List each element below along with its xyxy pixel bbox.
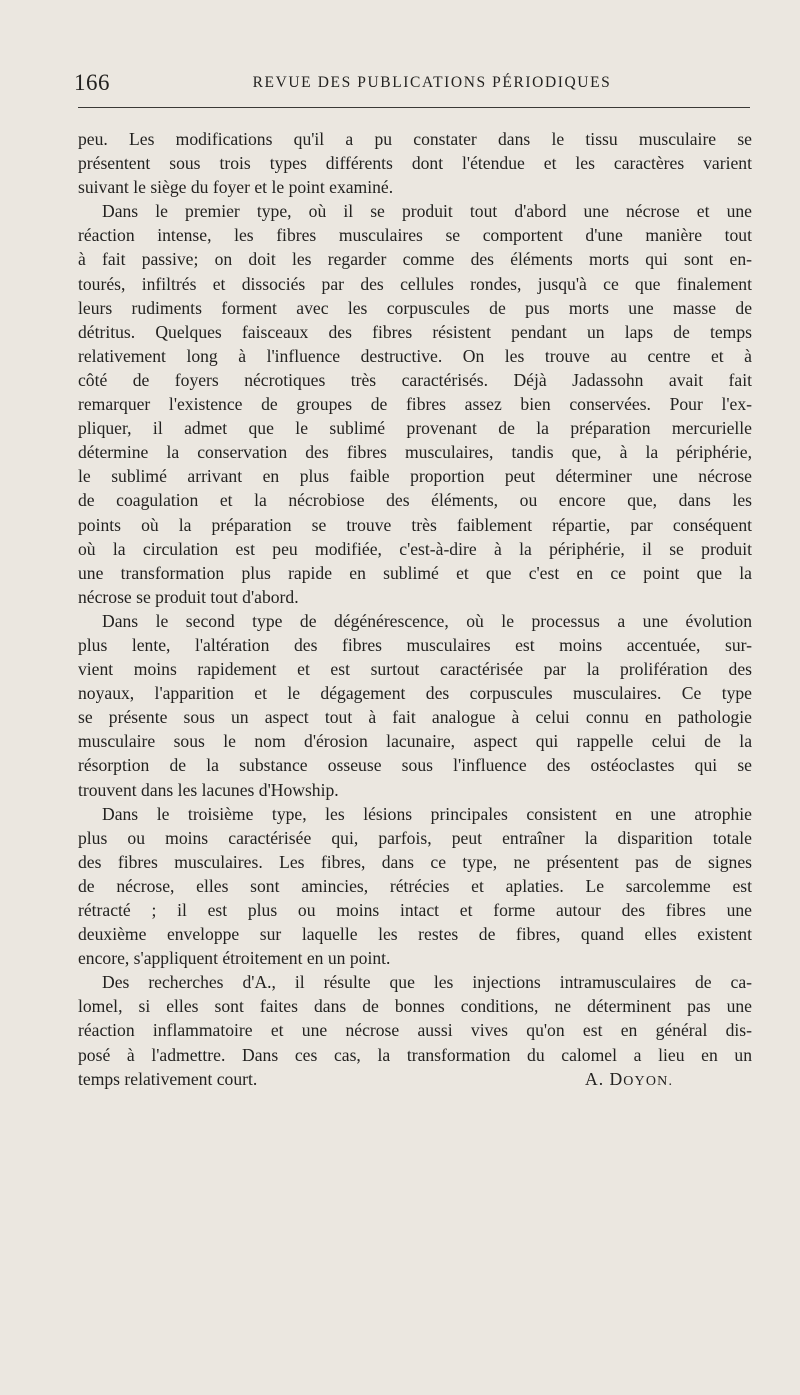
paragraph-first-line: Dans le premier type, où il se produit tout d'abord une nécrose et une	[102, 201, 752, 222]
page-number: 166	[74, 70, 110, 95]
text-line: leurs rudiments forment avec les corpuscules de pus morts une masse de	[78, 297, 752, 318]
text-line: de coagulation et la nécrobiose des éléments, ou encore que, dans les	[78, 490, 752, 511]
text-line: rétracté ; il est plus ou moins intact et forme autour des fibres une	[78, 900, 752, 920]
text-line: musculaire sous le nom d'érosion lacunaire, aspect qui rappelle celui de la	[78, 731, 752, 752]
text-line: à fait passive; on doit les regarder comme des éléments morts qui sont en-	[78, 249, 752, 270]
running-head: REVUE DES PUBLICATIONS PÉRIODIQUES	[252, 74, 612, 91]
text-line: noyaux, l'apparition et le dégagement des corpuscules musculaires. Ce type	[78, 683, 752, 704]
text-line: une transformation plus rapide en sublimé et que c'est en ce point que la	[78, 562, 752, 583]
text-line: présentent sous trois types différents dont l'étendue et les caractères varient	[78, 153, 752, 174]
page-header	[74, 66, 750, 100]
text-line: résorption de la substance osseuse sous l'influence des ostéoclastes qui se	[78, 755, 752, 776]
text-line: suivant le siège du foyer et le point examiné.	[78, 177, 394, 198]
text-line: trouvent dans les lacunes d'Howship.	[78, 779, 339, 800]
text-line: détritus. Quelques faisceaux des fibres résistent pendant un laps de temps	[78, 321, 752, 342]
text-line: tourés, infiltrés et dissociés par des cellules rondes, jusqu'à ce que finalement	[78, 273, 752, 294]
paragraph-first-line: Dans le troisième type, les lésions principales consistent en une atrophie	[102, 803, 752, 824]
text-line: réaction inflammatoire et une nécrose aussi vives qu'on est en général dis-	[78, 1020, 752, 1041]
text-line: vient moins rapidement et est surtout caractérisée par la prolifération des	[78, 659, 752, 680]
text-line: points où la préparation se trouve très faiblement répartie, par conséquent	[78, 514, 752, 535]
text-line: de nécrose, elles sont amincies, rétrécies et aplaties. Le sarcolemme est	[78, 875, 752, 896]
text-line: lomel, si elles sont faites dans de bonnes conditions, ne déterminent pas une	[78, 996, 752, 1017]
text-line: détermine la conservation des fibres musculaires, tandis que, à la périphérie,	[78, 442, 752, 463]
text-line: nécrose se produit tout d'abord.	[78, 586, 299, 607]
text-line: posé à l'admettre. Dans ces cas, la transformation du calomel a lieu en un	[78, 1044, 752, 1065]
signature-surname: OYON.	[623, 1073, 674, 1089]
text-line: plus lente, l'altération des fibres musculaires est moins accentuée, sur-	[78, 634, 752, 655]
text-line: relativement long à l'influence destructive. On les trouve au centre et à	[78, 345, 752, 366]
author-signature	[585, 1067, 673, 1094]
closing-line	[78, 1067, 752, 1091]
text-line: deuxième enveloppe sur laquelle les restes de fibres, quand elles existent	[78, 924, 752, 945]
text-line: plus ou moins caractérisée qui, parfois, peut entraîner la disparition totale	[78, 827, 752, 848]
signature-initial: A. D	[585, 1068, 624, 1089]
text-line: des fibres musculaires. Les fibres, dans ce type, ne présentent pas de signes	[78, 851, 752, 872]
closing-text: temps relativement court.	[78, 1068, 258, 1089]
text-line: réaction intense, les fibres musculaires se comportent d'une manière tout	[78, 225, 752, 246]
text-line: le sublimé arrivant en plus faible proportion peut déterminer une nécrose	[78, 466, 752, 487]
header-rule	[78, 107, 750, 108]
text-line: peu. Les modifications qu'il a pu constater dans le tissu musculaire se	[78, 129, 752, 149]
text-line: où la circulation est peu modifiée, c'est-à-dire à la périphérie, il se produit	[78, 538, 752, 559]
text-line: pliquer, il admet que le sublimé provenant de la préparation mercurielle	[78, 418, 752, 439]
article-body	[78, 127, 752, 1091]
text-line: remarquer l'existence de groupes de fibres assez bien conservées. Pour l'ex-	[78, 394, 752, 415]
text-line: encore, s'appliquent étroitement en un point.	[78, 948, 391, 969]
paragraph-first-line: Des recherches d'A., il résulte que les injections intramusculaires de ca-	[102, 972, 752, 993]
text-line: côté de foyers nécrotiques très caractérisés. Déjà Jadassohn avait fait	[78, 369, 752, 390]
text-line: se présente sous un aspect tout à fait analogue à celui connu en pathologie	[78, 707, 752, 728]
paragraph-first-line: Dans le second type de dégénérescence, où le processus a une évolution	[102, 610, 752, 631]
